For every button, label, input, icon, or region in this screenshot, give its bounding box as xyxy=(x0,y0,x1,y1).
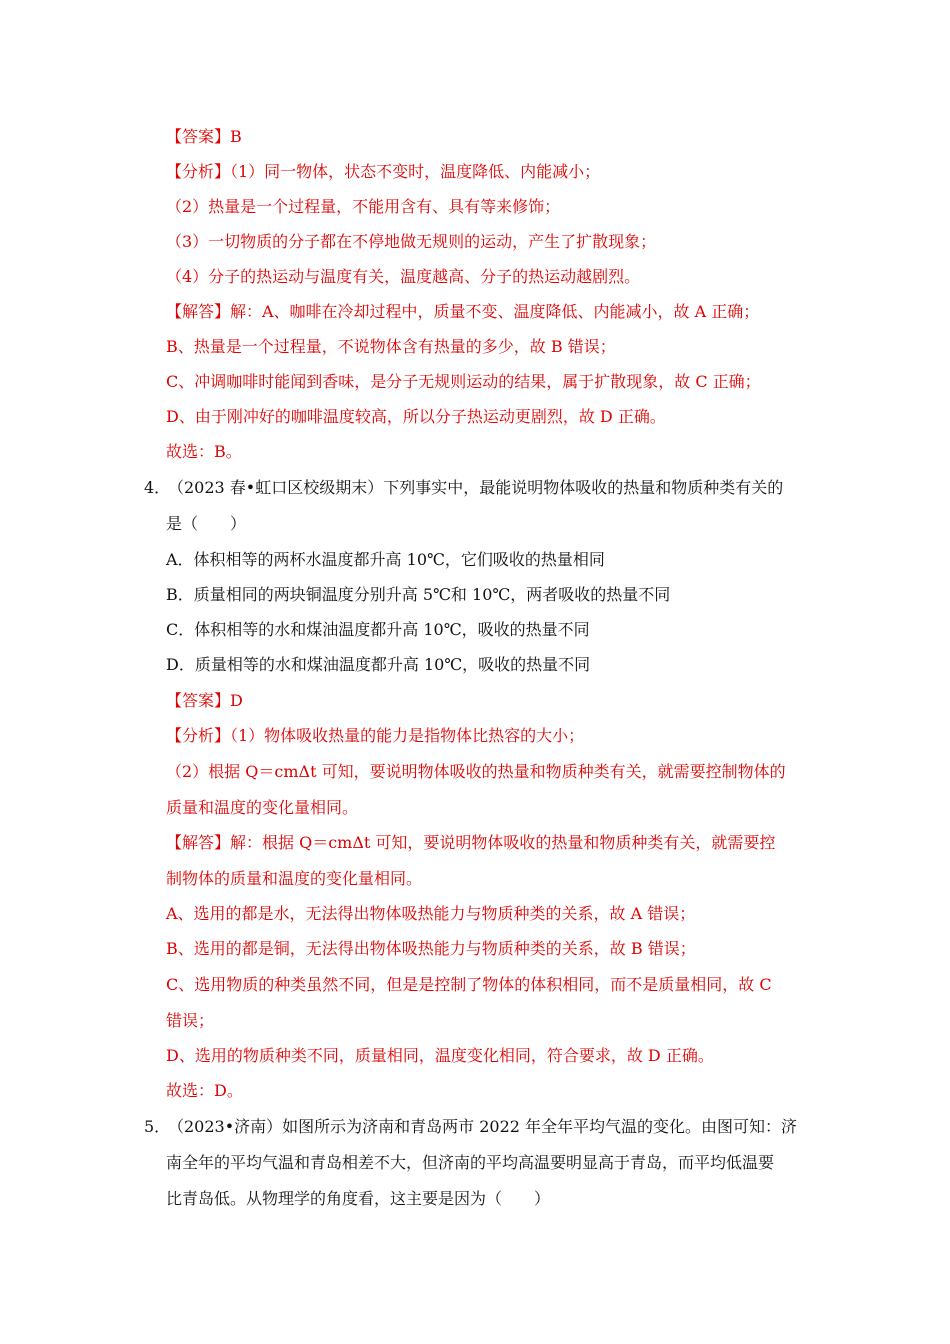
q4-solution-line-1: 【解答】解：根据 Q＝cmΔt 可知，要说明物体吸收的热量和物质种类有关，就需要控 xyxy=(166,833,776,852)
q4-solution-line-5: C、选用物质的种类虽然不同，但是是控制了物体的体积相同，而不是质量相同，故 C xyxy=(166,975,772,994)
q4-answer: 【答案】D xyxy=(166,691,243,710)
q3-analysis-line-2: （2）热量是一个过程量，不能用含有、具有等来修饰； xyxy=(166,197,561,216)
q3-solution-line-4: D、由于刚冲好的咖啡温度较高，所以分子热运动更剧烈，故 D 正确。 xyxy=(166,407,666,426)
q4-option-a: A．体积相等的两杯水温度都升高 10℃，它们吸收的热量相同 xyxy=(166,550,605,569)
q3-analysis-line-3: （3）一切物质的分子都在不停地做无规则的运动，产生了扩散现象； xyxy=(166,232,657,251)
q4-solution-line-7: D、选用的物质种类不同，质量相同，温度变化相同，符合要求，故 D 正确。 xyxy=(166,1046,714,1065)
q4-analysis-line-3: 质量和温度的变化量相同。 xyxy=(166,798,359,817)
q5-stem-line-3: 比青岛低。从物理学的角度看，这主要是因为（ ） xyxy=(166,1189,551,1208)
q4-stem-text-1: （2023 春•虹口区校级期末）下列事实中，最能说明物体吸收的热量和物质种类有关的 xyxy=(168,478,784,497)
q3-analysis-line-1: 【分析】（1）同一物体，状态不变时，温度降低、内能减小； xyxy=(166,162,601,181)
q5-stem-line-1 xyxy=(144,1117,797,1137)
q4-stem-line-2: 是（ ） xyxy=(166,514,247,533)
q5-stem-text-1: （2023•济南）如图所示为济南和青岛两市 2022 年全年平均气温的变化。由图可知：济 xyxy=(168,1117,798,1136)
q4-analysis-line-1: 【分析】（1）物体吸收热量的能力是指物体比热容的大小； xyxy=(166,726,585,745)
q3-solution-line-2: B、热量是一个过程量，不说物体含有热量的多少，故 B 错误； xyxy=(166,337,616,356)
q4-option-b: B．质量相同的两块铜温度分别升高 5℃和 10℃，两者吸收的热量不同 xyxy=(166,585,671,604)
q3-solution-line-1: 【解答】解：A、咖啡在冷却过程中，质量不变、温度降低、内能减小，故 A 正确； xyxy=(166,302,760,321)
q3-answer: 【答案】B xyxy=(166,127,242,146)
q4-analysis-line-2: （2）根据 Q＝cmΔt 可知，要说明物体吸收的热量和物质种类有关，就需要控制物体的 xyxy=(166,762,786,781)
q4-solution-line-4: B、选用的都是铜，无法得出物体吸热能力与物质种类的关系，故 B 错误； xyxy=(166,939,696,958)
q4-number: 4． xyxy=(144,478,171,497)
q3-analysis-line-4: （4）分子的热运动与温度有关，温度越高、分子的热运动越剧烈。 xyxy=(166,267,641,286)
q4-solution-line-2: 制物体的质量和温度的变化量相同。 xyxy=(166,869,423,888)
q3-final-choice: 故选：B。 xyxy=(166,442,242,461)
q5-number: 5． xyxy=(144,1117,171,1136)
q4-stem-line-1 xyxy=(144,478,783,498)
q4-final-choice: 故选：D。 xyxy=(166,1081,243,1100)
q5-stem-line-2: 南全年的平均气温和青岛相差不大，但济南的平均高温要明显高于青岛，而平均低温要 xyxy=(166,1153,775,1172)
q3-solution-line-3: C、冲调咖啡时能闻到香味，是分子无规则运动的结果，属于扩散现象，故 C 正确； xyxy=(166,372,761,391)
q4-option-c: C．体积相等的水和煤油温度都升高 10℃，吸收的热量不同 xyxy=(166,620,590,639)
q4-solution-line-6: 错误； xyxy=(166,1011,215,1030)
q4-solution-line-3: A、选用的都是水，无法得出物体吸热能力与物质种类的关系，故 A 错误； xyxy=(166,904,696,923)
q4-option-d: D．质量相等的水和煤油温度都升高 10℃，吸收的热量不同 xyxy=(166,655,591,674)
